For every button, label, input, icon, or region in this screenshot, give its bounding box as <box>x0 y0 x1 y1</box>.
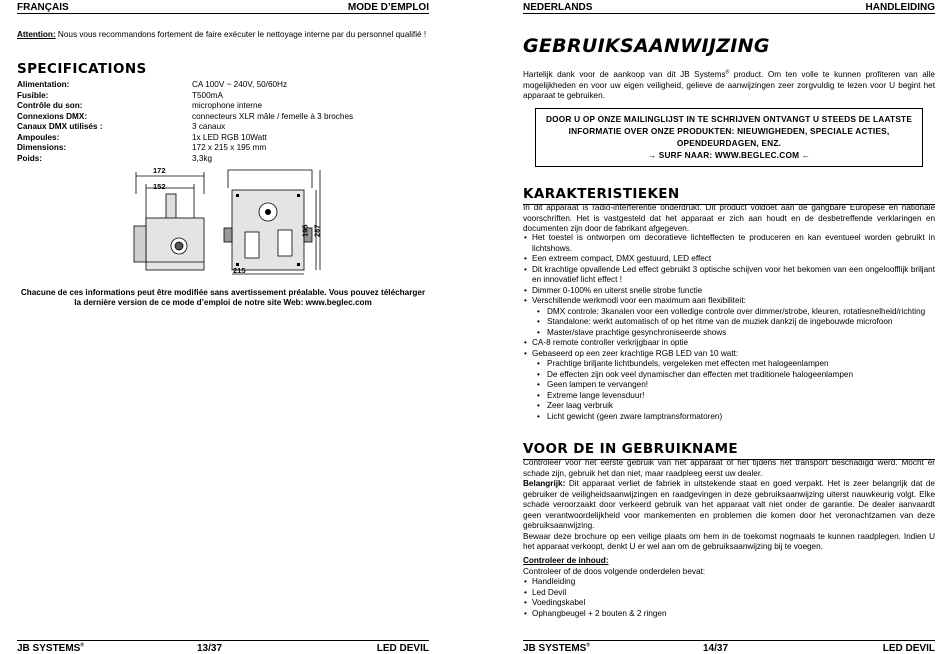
spec-key: Dimensions: <box>17 143 67 152</box>
website-link[interactable]: → SURF NAAR: WWW.BEGLEC.COM ← <box>647 150 811 161</box>
package-content-item: • Voedingskabel <box>523 598 935 609</box>
package-contents-list <box>523 577 935 619</box>
feature-sublist <box>523 359 935 422</box>
package-content-item: • Handleiding <box>523 577 935 588</box>
spec-value: 3,3kg <box>192 153 213 163</box>
right-header-title: HANDLEIDING <box>865 2 935 13</box>
spec-key: Ampoules: <box>17 132 60 142</box>
dim-bottom-label: 215 <box>233 266 246 275</box>
left-footer-product: LED DEVIL <box>376 643 429 654</box>
feature-text: Gebaseerd op een zeer krachtige RGB LED van 10 watt: <box>532 348 739 358</box>
attention-note <box>17 30 429 41</box>
dim-h2-label: 287 <box>312 224 322 238</box>
dim-top-label: 172 <box>153 166 166 175</box>
feature-text: Verschillende werkmodi voor een maximum aan flexibiliteit: <box>532 296 746 305</box>
first-use-heading: VOOR DE IN GEBRUIKNAME <box>523 441 935 460</box>
feature-subitem: • Master/slave prachtige gesynchroniseerde shows <box>523 328 935 339</box>
dim-inner-label: 152 <box>153 182 166 191</box>
manual-title: GEBRUIKSAANWIJZING <box>523 35 770 57</box>
specifications-heading: SPECIFICATIONS <box>17 61 147 77</box>
left-page <box>17 0 429 654</box>
dim-h1-label: 195 <box>300 224 310 238</box>
feature-subitem: • Zeer laag verbruik <box>523 401 935 412</box>
feature-subitem: • De effecten zijn ook veel dynamischer dan effecten met traditionele halogeenlampen <box>523 370 935 381</box>
spec-value: connecteurs XLR mâle / femelle à 3 broches <box>192 111 354 121</box>
left-header <box>17 2 429 14</box>
spec-value: CA 100V ~ 240V, 50/60Hz <box>192 80 288 89</box>
right-footer-page-number: 14/37 <box>703 643 729 654</box>
package-contents-title: Controleer de inhoud: <box>523 556 609 565</box>
important-label: Belangrijk: <box>523 479 566 488</box>
package-content-item: • Ophangbeugel + 2 bouten & 2 ringen <box>523 609 935 620</box>
spec-row <box>17 143 429 154</box>
right-page <box>523 0 935 654</box>
feature-text: Dit krachtige opvallende Led effect gebruikt 3 optische schijven voor het bekomen van een ongeloofflijk briljant en innovatief licht effect ! <box>532 264 935 284</box>
spec-row <box>17 122 429 133</box>
right-footer <box>523 640 935 654</box>
spec-value: 3 canaux <box>192 122 226 131</box>
first-use-section <box>523 458 935 553</box>
spec-key: Poids: <box>17 153 43 163</box>
spec-value: T500mA <box>192 90 223 100</box>
spec-row <box>17 133 429 144</box>
feature-text: Een extreem compact, DMX gestuurd, LED effect <box>532 254 712 263</box>
feature-item <box>523 265 935 286</box>
package-contents-section <box>523 556 935 619</box>
feature-subitem: • Prachtige briljante lichtbundels, vergeleken met effecten met halogeenlampen <box>523 359 935 370</box>
feature-subitem: • Geen lampen te vervangen! <box>523 380 935 391</box>
spec-row <box>17 154 429 165</box>
feature-subitem: • Licht gewicht (geen zware lamptransformatoren) <box>523 412 935 423</box>
left-footer <box>17 640 429 654</box>
spec-row <box>17 101 429 112</box>
right-footer-brand: JB SYSTEMS® <box>523 642 591 654</box>
spec-key: Fusible: <box>17 90 49 100</box>
feature-item <box>523 286 935 297</box>
feature-item <box>523 296 935 307</box>
features-intro: In dit apparaat is radio-interferentie onderdrukt. Dit product voldoet aan de gangbare Europese en nationale voorschriften. Het is vastgesteld dat het apparaat er zich aan houdt en de desbetreffende verklaringen en documenten zijn door de fabrikant afgegeven. <box>523 203 935 233</box>
feature-item <box>523 233 935 254</box>
spec-row <box>17 112 429 123</box>
spec-row <box>17 91 429 102</box>
left-footer-page-number: 13/37 <box>197 643 223 654</box>
right-header <box>523 2 935 14</box>
feature-subitem: • Extreme lange levensduur! <box>523 391 935 402</box>
left-header-language: FRANÇAIS <box>17 2 69 13</box>
feature-item <box>523 349 935 360</box>
spec-value: microphone interne <box>192 101 263 110</box>
attention-text: Nous vous recommandons fortement de faire exécuter le nettoyage interne par du personnel qualifié ! <box>55 30 427 39</box>
intro-paragraph: Hartelijk dank voor de aankoop van dit JB Systems® product. Om ten volle te kunnen profiteren van alle mogelijkheden en voor uw eigen veiligheid, gelieve de aanwijzingen zeer zorgvuldig te lezen voor U begint het apparaat te gebruiken. <box>523 69 935 100</box>
spec-value: 172 x 215 x 195 mm <box>192 143 267 152</box>
spec-key: Alimentation: <box>17 80 70 89</box>
spec-value: 1x LED RGB 10Watt <box>192 132 267 142</box>
mailing-list-notice <box>535 108 923 167</box>
attention-label: Attention: <box>17 30 56 39</box>
inspection-paragraph: Controleer voor het eerste gebruik van het apparaat of het tijdens het transport beschadigd werd. Mocht er schade zijn, gebruik het dan niet, maar raadpleeg eerst uw dealer. <box>523 458 935 478</box>
feature-item <box>523 254 935 265</box>
keep-brochure-paragraph: Bewaar deze brochure op een veilige plaats om hem in de toekomst nogmaals te kunnen raadplegen. Indien U het apparaat verkoopt, denkt U er wel aan om de gebruiksaanwijzing bij te voegen. <box>523 531 935 551</box>
important-paragraph: Belangrijk: Dit apparaat verliet de fabriek in uitstekende staat en goed verpakt. Het is zeer belangrijk dat de gebruiker de veiligheidsaanwijzingen en raadgevingen in deze gebruiksaanwijzing uiterst nauwkeurig volgt. Elke schade veroorzaakt door verkeerd gebruik van het apparaat valt niet onder de garantie. De dealer aanvaardt geen verantwoordelijkheid voor mankementen en problemen die komen door het veronachtzamen van deze gebruiksaanwijzing. <box>523 479 935 530</box>
feature-subitem: • Standalone: werkt automatisch of op het ritme van de muziek dankzij de ingebouwde microfoon <box>523 317 935 328</box>
spec-key: Connexions DMX: <box>17 111 88 121</box>
left-footer-brand: JB SYSTEMS® <box>17 642 85 654</box>
package-content-item: • Led Devil <box>523 588 935 599</box>
features-heading: KARAKTERISTIEKEN <box>523 186 935 205</box>
update-caption: Chacune de ces informations peut être modifiée sans avertissement préalable. Vous pouvez télécharger la dernière version de ce mode d’emploi de notre site Web: www.beglec.com <box>20 288 426 308</box>
feature-text: CA-8 remote controller verkrijgbaar in optie <box>532 338 689 347</box>
package-contents-intro: Controleer of de doos volgende onderdelen bevat: <box>523 566 706 576</box>
specifications-list <box>17 80 429 164</box>
feature-subitem: • DMX controle: 3kanalen voor een volledige controle over dimmer/strobe, kleuren, rotatiesnelheid/richting <box>523 307 935 318</box>
right-footer-product: LED DEVIL <box>882 643 935 654</box>
feature-text: Het toestel is ontworpen om decoratieve lichteffecten te produceren en kan eventueel worden gebruikt in lichtshows. <box>532 233 935 253</box>
spec-key: Contrôle du son: <box>17 101 83 110</box>
spec-key: Canaux DMX utilisés : <box>17 122 103 131</box>
feature-text: Dimmer 0-100% en uiterst snelle strobe functie <box>532 285 703 295</box>
spec-row <box>17 80 429 91</box>
notice-text: DOOR U OP ONZE MAILINGLIJST IN TE SCHRIJVEN ONTVANGT U STEEDS DE LAATSTE INFORMATIE OVER ONZE PRODUKTEN: NIEUWIGHEDEN, SPECIALE ACTIES, OPENDEURDAGEN, ENZ. <box>545 114 913 149</box>
features-list <box>523 233 935 422</box>
right-header-language: NEDERLANDS <box>523 2 593 13</box>
left-header-title: MODE D’EMPLOI <box>347 2 429 13</box>
feature-item <box>523 338 935 349</box>
feature-sublist <box>523 307 935 339</box>
